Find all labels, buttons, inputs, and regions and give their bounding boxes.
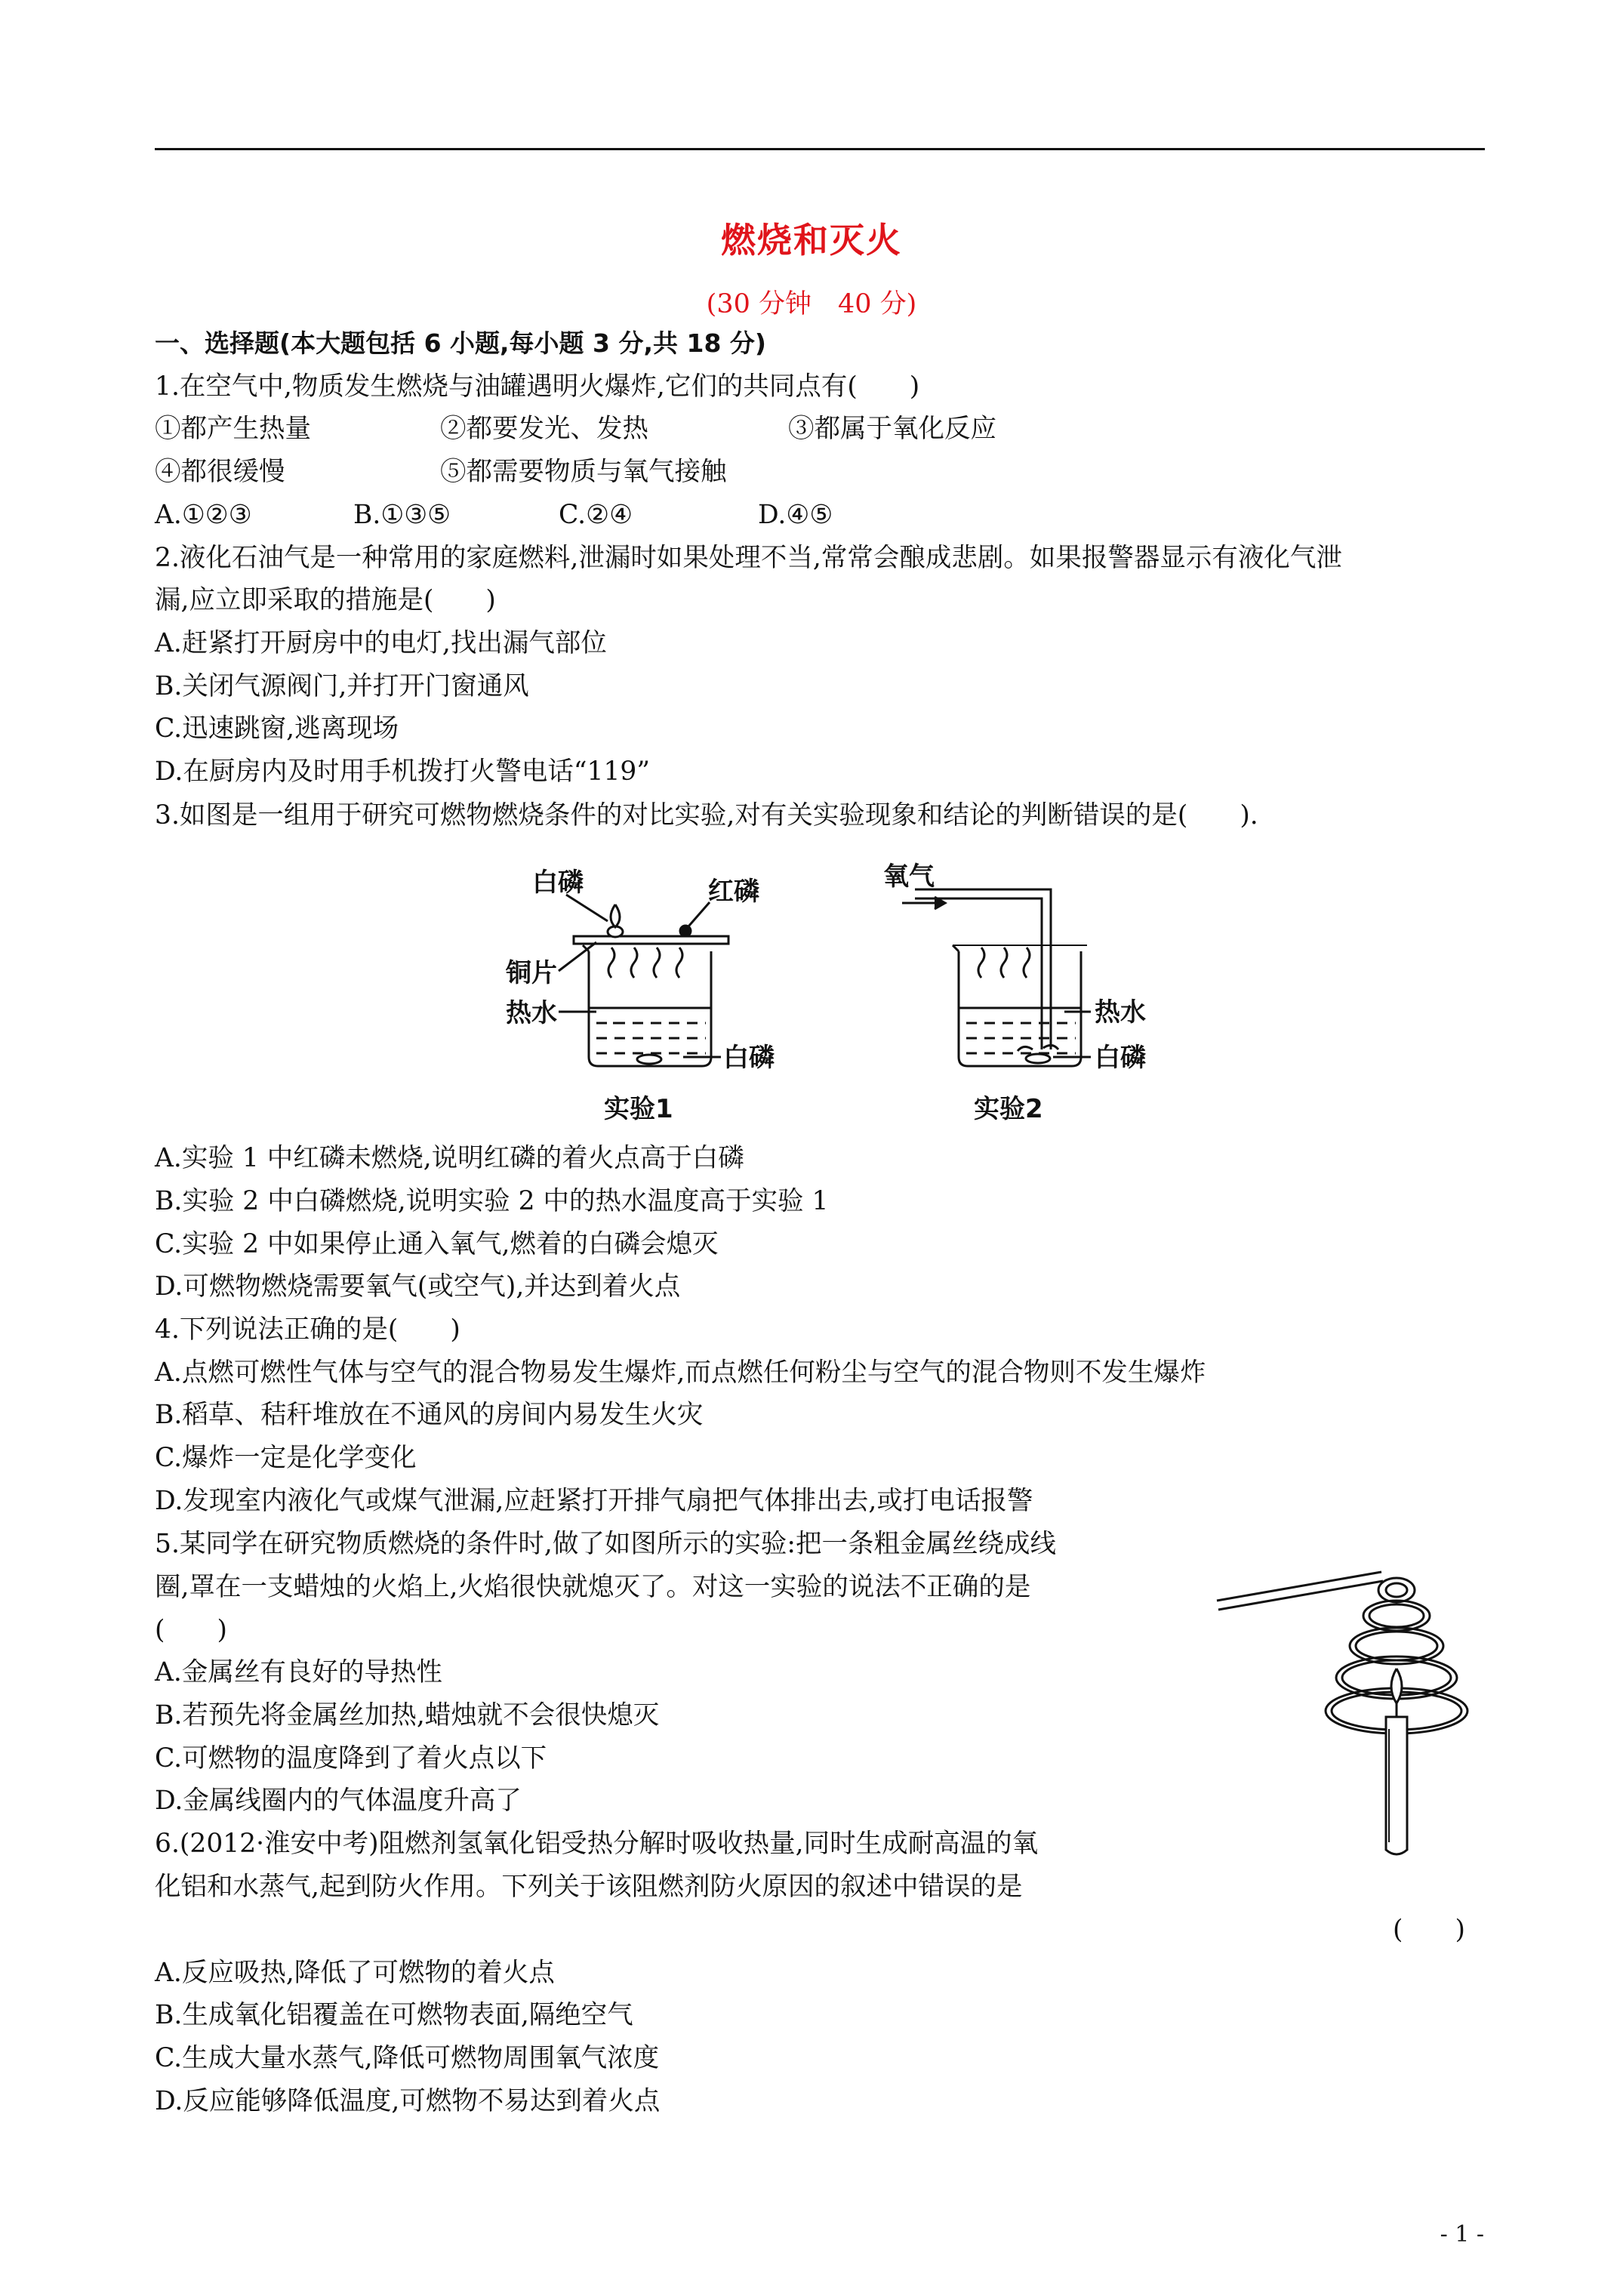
q1-item-5: ⑤都需要物质与氧气接触 xyxy=(440,457,727,487)
page-number: - 1 - xyxy=(1440,2221,1484,2248)
page-subtitle: (30 分钟 40 分) xyxy=(706,289,917,319)
q4-option-d: D.发现室内液化气或煤气泄漏,应赶紧打开排气扇把气体排出去,或打电话报警 xyxy=(155,1486,1033,1516)
q1-option-b: B.①③⑤ xyxy=(353,500,451,530)
q1-item-1: ①都产生热量 xyxy=(155,414,311,444)
section-heading: 一、选择题(本大题包括 6 小题,每小题 3 分,共 18 分) xyxy=(155,328,767,358)
q4-stem: 4.下列说法正确的是( ) xyxy=(155,1314,460,1345)
exp2-caption: 实验2 xyxy=(974,1094,1043,1124)
exp1-label-copper: 铜片 xyxy=(506,958,557,988)
coil-candle-illustration xyxy=(1208,1555,1495,1857)
header-rule xyxy=(155,148,1485,150)
q4-option-a: A.点燃可燃性气体与空气的混合物易发生爆炸,而点燃任何粉尘与空气的混合物则不发生爆炸 xyxy=(155,1358,1206,1388)
exp1-caption: 实验1 xyxy=(604,1094,673,1124)
q1-option-d: D.④⑤ xyxy=(758,500,833,530)
q1-stem: 1.在空气中,物质发生燃烧与油罐遇明火爆炸,它们的共同点有( ) xyxy=(155,371,920,402)
q6-option-c: C.生成大量水蒸气,降低可燃物周围氧气浓度 xyxy=(155,2043,660,2073)
q6-stem-line2: 化铝和水蒸气,起到防火作用。下列关于该阻燃剂防火原因的叙述中错误的是 xyxy=(155,1872,1023,1902)
q1-option-a: A.①②③ xyxy=(155,500,252,530)
exp2-label-oxygen: 氧气 xyxy=(883,861,935,892)
q2-stem-line2: 漏,应立即采取的措施是( ) xyxy=(155,585,496,615)
q6-option-d: D.反应能够降低温度,可燃物不易达到着火点 xyxy=(155,2086,661,2116)
q2-stem-line1: 2.液化石油气是一种常用的家庭燃料,泄漏时如果处理不当,常常会酿成悲剧。如果报警器显示有液化气泄 xyxy=(155,543,1342,573)
q3-stem: 3.如图是一组用于研究可燃物燃烧条件的对比实验,对有关实验现象和结论的判断错误的是( ). xyxy=(155,800,1258,831)
q1-item-3: ③都属于氧化反应 xyxy=(788,414,996,444)
q5-option-b: B.若预先将金属丝加热,蜡烛就不会很快熄灭 xyxy=(155,1700,660,1730)
q6-option-a: A.反应吸热,降低了可燃物的着火点 xyxy=(155,1958,555,1988)
q2-option-b: B.关闭气源阀门,并打开门窗通风 xyxy=(155,671,529,701)
q2-option-a: A.赶紧打开厨房中的电灯,找出漏气部位 xyxy=(155,628,607,658)
experiment-2-diagram xyxy=(902,889,1091,1066)
q6-option-b: B.生成氧化铝覆盖在可燃物表面,隔绝空气 xyxy=(155,2000,633,2030)
q1-item-4: ④都很缓慢 xyxy=(155,457,285,487)
experiment-1-diagram xyxy=(559,895,728,1066)
q3-experiment-figure xyxy=(483,846,1200,1133)
q5-stem-line2: 圈,罩在一支蜡烛的火焰上,火焰很快就熄灭了。对这一实验的说法不正确的是 xyxy=(155,1572,1031,1602)
q4-option-c: C.爆炸一定是化学变化 xyxy=(155,1443,417,1473)
q2-option-d: D.在厨房内及时用手机拨打火警电话“119” xyxy=(155,757,651,787)
q5-option-d: D.金属线圈内的气体温度升高了 xyxy=(155,1786,522,1816)
q5-option-a: A.金属丝有良好的导热性 xyxy=(155,1657,442,1687)
exp1-label-red-phosphorus: 红磷 xyxy=(708,877,759,907)
exp2-label-white-phosphorus: 白磷 xyxy=(1095,1043,1146,1073)
q4-option-b: B.稻草、秸秆堆放在不通风的房间内易发生火灾 xyxy=(155,1400,704,1430)
q2-option-c: C.迅速跳窗,逃离现场 xyxy=(155,713,399,744)
q5-stem-line1: 5.某同学在研究物质燃烧的条件时,做了如图所示的实验:把一条粗金属丝绕成线 xyxy=(155,1529,1057,1559)
q6-answer-blank: ( ) xyxy=(1393,1915,1465,1945)
q3-option-d: D.可燃物燃烧需要氧气(或空气),并达到着火点 xyxy=(155,1271,681,1302)
page-title: 燃烧和灭火 xyxy=(721,220,902,260)
q3-option-c: C.实验 2 中如果停止通入氧气,燃着的白磷会熄灭 xyxy=(155,1229,719,1259)
q1-option-c: C.②④ xyxy=(559,500,633,530)
q3-option-a: A.实验 1 中红磷未燃烧,说明红磷的着火点高于白磷 xyxy=(155,1143,744,1173)
q5-option-c: C.可燃物的温度降到了着火点以下 xyxy=(155,1743,547,1774)
q3-option-b: B.实验 2 中白磷燃烧,说明实验 2 中的热水温度高于实验 1 xyxy=(155,1186,829,1216)
exp2-label-hot-water: 热水 xyxy=(1095,997,1146,1028)
exp1-label-white-phosphorus-bottom: 白磷 xyxy=(723,1043,775,1073)
exp1-label-white-phosphorus-top: 白磷 xyxy=(532,868,584,898)
q6-stem-line1: 6.(2012·淮安中考)阻燃剂氢氧化铝受热分解时吸收热量,同时生成耐高温的氧 xyxy=(155,1829,1039,1859)
q1-item-2: ②都要发光、发热 xyxy=(440,414,648,444)
exp1-label-hot-water: 热水 xyxy=(506,998,557,1028)
q5-stem-line3: ( ) xyxy=(155,1615,227,1645)
